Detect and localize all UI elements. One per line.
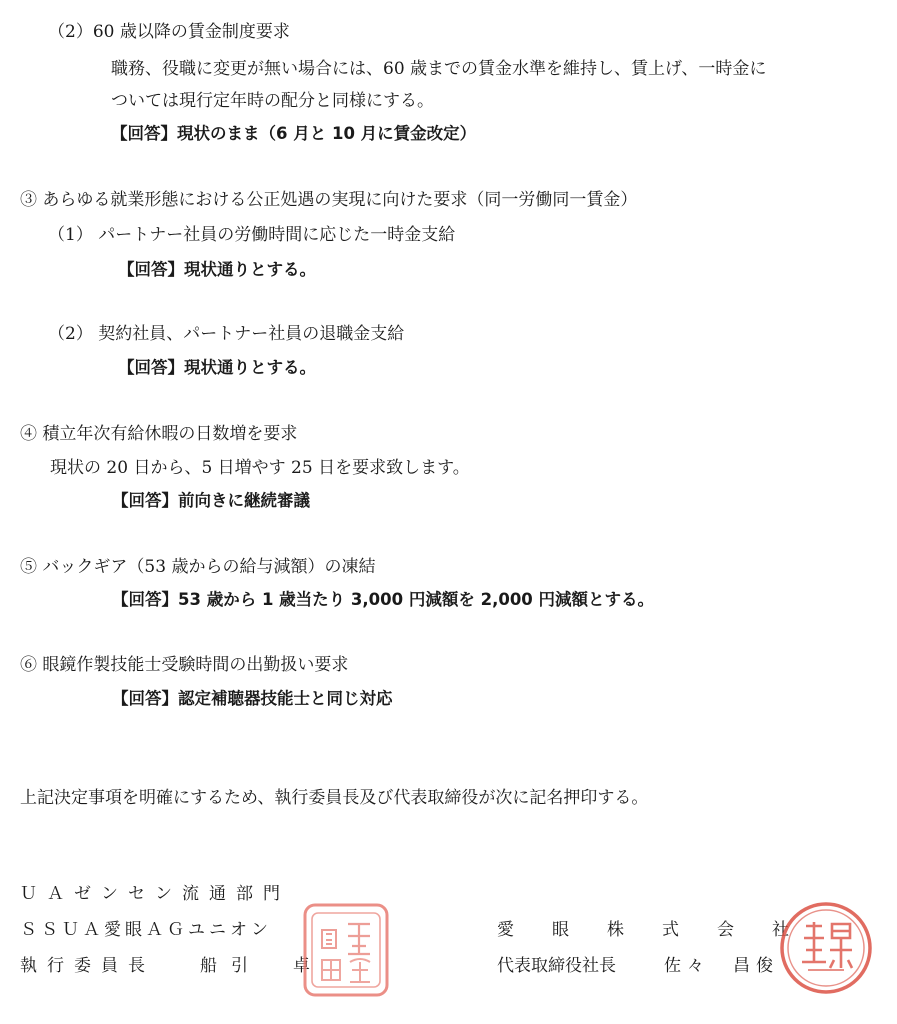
- union-org-line-2: ＳＳＵＡ愛眼ＡＧユニオン: [20, 920, 272, 940]
- company-title: 代表取締役社長: [497, 956, 616, 976]
- union-org-line-1: ＵＡゼンセン流通部門: [20, 884, 290, 904]
- section-6-heading: ⑥ 眼鏡作製技能士受験時間の出勤扱い要求: [20, 655, 349, 675]
- union-representative-name: 船引 卓: [200, 956, 324, 976]
- union-seal-icon: [300, 900, 392, 1000]
- company-name: 愛眼株式会社: [497, 920, 827, 940]
- section-4-answer: 【回答】前向きに継続審議: [112, 491, 310, 510]
- section-3-heading: ③ あらゆる就業形態における公正処遇の実現に向けた要求（同一労働同一賃金）: [20, 190, 638, 210]
- section-3-1-answer: 【回答】現状通りとする。: [118, 260, 316, 279]
- company-representative-name: 佐々 昌俊: [664, 956, 779, 976]
- section-5-answer: 【回答】53 歳から 1 歳当たり 3,000 円減額を 2,000 円減額とする。: [112, 590, 655, 609]
- union-title: 執行委員長: [20, 956, 155, 976]
- section-6-answer: 【回答】認定補聴器技能士と同じ対応: [112, 689, 393, 708]
- section-2-heading: （2）60 歳以降の賃金制度要求: [48, 22, 290, 42]
- section-2-body-line-2: ついては現行定年時の配分と同様にする。: [111, 91, 434, 111]
- closing-statement: 上記決定事項を明確にするため、執行委員長及び代表取締役が次に記名押印する。: [20, 788, 649, 808]
- section-5-heading: ⑤ バックギア（53 歳からの給与減額）の凍結: [20, 557, 376, 577]
- section-4-heading: ④ 積立年次有給休暇の日数増を要求: [20, 424, 298, 444]
- section-2-answer: 【回答】現状のまま（6 月と 10 月に賃金改定）: [111, 124, 477, 143]
- section-4-body: 現状の 20 日から、5 日増やす 25 日を要求致します。: [50, 458, 470, 478]
- section-3-1-heading: （1） パートナー社員の労働時間に応じた一時金支給: [48, 225, 456, 245]
- section-2-body-line-1: 職務、役職に変更が無い場合には、60 歳までの賃金水準を維持し、賃上げ、一時金に: [111, 59, 767, 79]
- company-seal-icon: [778, 900, 874, 996]
- section-3-2-answer: 【回答】現状通りとする。: [118, 358, 316, 377]
- section-3-2-heading: （2） 契約社員、パートナー社員の退職金支給: [48, 324, 405, 344]
